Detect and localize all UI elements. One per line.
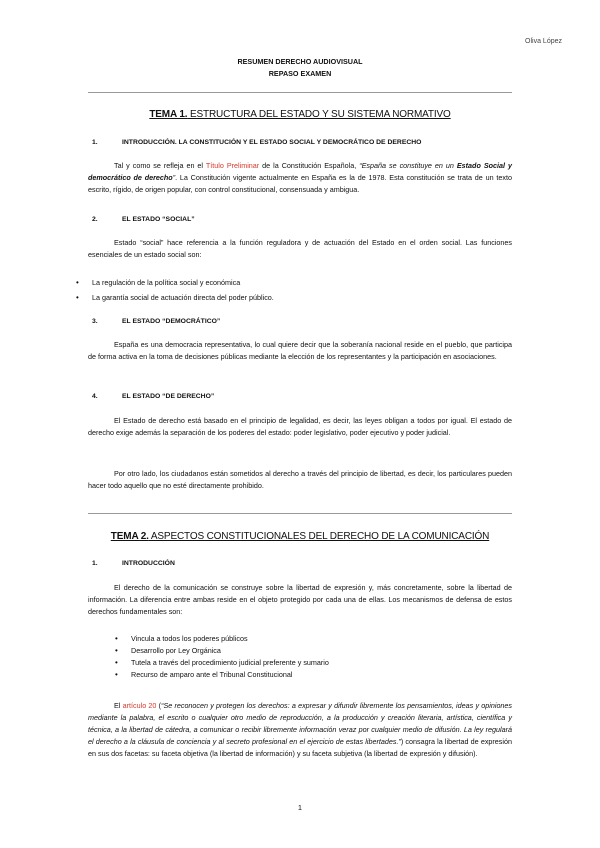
section-number: 2. <box>92 216 98 223</box>
tema1-section-1-paragraph <box>88 160 512 196</box>
tema1-section-4-paragraph-1: El Estado de derecho está basado en el principio de legalidad, es decir, las leyes obligan a todos por igual. El estado de derecho exige además la separación de los poderes del estado: poder legislativo, poder ejecutivo y poder judicial. <box>88 416 512 437</box>
titulo-preliminar-link: Título Preliminar <box>205 161 260 170</box>
text-run: ) consagra la libertad de expresión en sus dos facetas: su faceta objetiva (la libertad de información) y su faceta subjetiva (la libertad de expresión y difusión). <box>88 737 512 758</box>
tema1-section-2-list <box>76 277 512 304</box>
list-item: • Tutela a través del procedimiento judicial preferente y sumario <box>115 657 512 669</box>
list-item: • Vincula a todos los poderes públicos <box>115 633 512 645</box>
tema1-heading <box>0 109 600 120</box>
tema1-section-3-heading <box>92 318 220 325</box>
divider <box>88 92 512 93</box>
page-number: 1 <box>297 803 303 812</box>
tema1-section-4-paragraph-2: Por otro lado, los ciudadanos están sometidos al derecho a través del principio de libertad, es decir, los particulares pueden hacer todo aquello que no esté directamente prohibido. <box>88 469 512 490</box>
tema2-prefix: TEMA 2. <box>110 531 149 542</box>
tema1-section-1-heading <box>92 139 421 146</box>
section-title: EL ESTADO “DE DERECHO” <box>122 393 215 400</box>
author-name: Oliva López <box>525 38 562 45</box>
list-item: • Desarrollo por Ley Orgánica <box>115 645 512 657</box>
tema1-title: ESTRUCTURA DEL ESTADO Y SU SISTEMA NORMATIVO <box>187 109 451 120</box>
section-number: 3. <box>92 318 98 325</box>
tema2-section-1-list <box>115 633 512 681</box>
tema1-section-4-heading <box>92 393 214 400</box>
section-title: INTRODUCCIÓN <box>122 560 175 567</box>
divider <box>88 513 512 514</box>
section-number: 1. <box>92 560 98 567</box>
text-run: Tal y como se refleja en el <box>114 161 206 170</box>
document-header <box>0 56 600 80</box>
text-run: El <box>114 701 123 710</box>
article-quote: “Se reconocen y protegen los derechos: a expresar y difundir libremente los pensamientos, ideas y opiniones mediante la palabra, el escrito o cualquier otro medio de reproducción, a la producción y creación literaria, artística, científica y técnica, a la libertad de cátedra, a comunicar o recibir libremente información veraz por cualquier medio de difusión. La ley regulará el derecho a la cláusula de conciencia y al secreto profesional en el ejercicio de estas libertades.” <box>88 701 513 746</box>
list-item: • Recurso de amparo ante el Tribunal Constitucional <box>115 669 512 681</box>
text-run: “España se constituye en un <box>359 161 457 170</box>
section-title: EL ESTADO “DEMOCRÁTICO” <box>122 318 221 325</box>
text-run: Estado Social y democrático de derecho <box>88 161 512 182</box>
section-title: INTRODUCCIÓN. LA CONSTITUCIÓN Y EL ESTADO SOCIAL Y DEMOCRÁTICO DE DERECHO <box>122 139 422 146</box>
text-run: de la Constitución Española, <box>259 161 360 170</box>
tema1-section-2-heading <box>92 216 195 223</box>
list-item: • La garantía social de actuación directa del poder público. <box>76 292 512 304</box>
list-item: • La regulación de la política social y económica <box>76 277 512 289</box>
articulo-20-link: artículo 20 <box>122 701 157 710</box>
section-title: EL ESTADO “SOCIAL” <box>122 216 195 223</box>
tema1-prefix: TEMA 1. <box>149 109 188 120</box>
tema2-title: ASPECTOS CONSTITUCIONALES DEL DERECHO DE LA COMUNICACIÓN <box>148 531 490 542</box>
tema1-section-3-paragraph: España es una democracia representativa, lo cual quiere decir que la soberanía nacional reside en el pueblo, que participa de forma activa en la toma de decisiones públicas mediante la elección de los representantes y la participación en asociaciones. <box>88 340 512 361</box>
header-subtitle: REPASO EXAMEN <box>268 69 332 78</box>
header-title: RESUMEN DERECHO AUDIOVISUAL <box>237 57 363 66</box>
section-number: 4. <box>92 393 98 400</box>
tema1-section-2-paragraph: Estado “social” hace referencia a la función reguladora y de actuación del Estado en el orden social. Las funciones esenciales de un estado social son: <box>88 238 512 259</box>
tema2-section-1-heading <box>92 560 175 567</box>
tema2-article-20-paragraph <box>88 700 512 760</box>
text-run: . La Constitución vigente actualmente en España es la de 1978. Esta constitución se trata de un texto escrito, rígido, de origen popular, con control constitucional, consensuada y ambigua. <box>88 173 512 194</box>
text-run: ” <box>172 173 176 182</box>
text-run: ( <box>156 701 162 710</box>
section-number: 1. <box>92 139 98 146</box>
tema2-section-1-paragraph: El derecho de la comunicación se construye sobre la libertad de expresión y, más concretamente, sobre la libertad de información. La diferencia entre ambas reside en el objeto protegido por cada una de ellas. Los mecanismos de defensa de estos derechos fundamentales son: <box>88 583 512 616</box>
tema2-heading <box>0 531 600 542</box>
